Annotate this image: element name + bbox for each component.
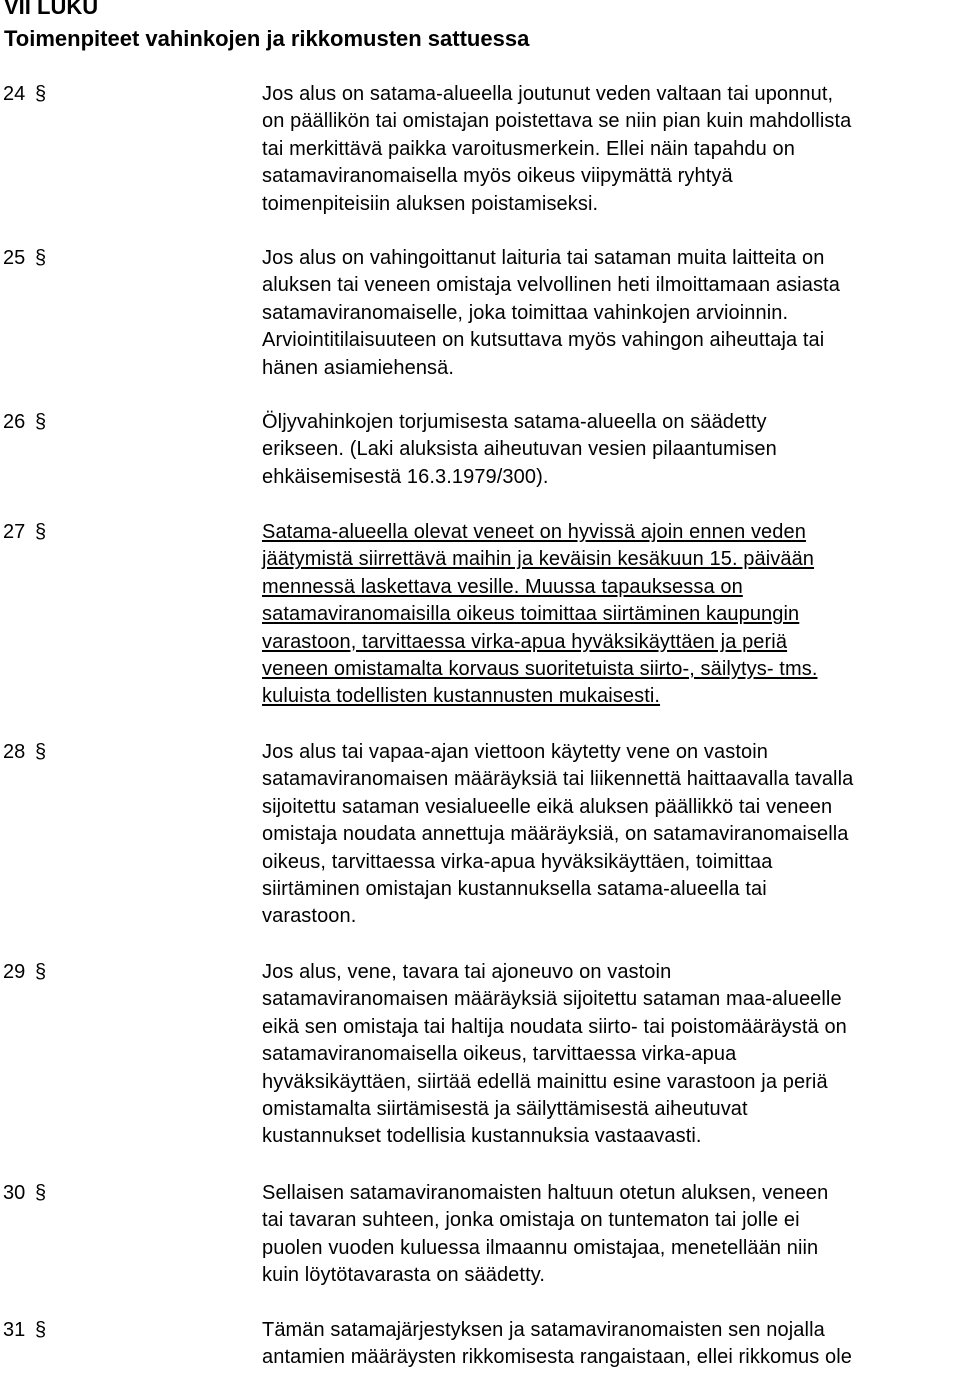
section-sign: § — [35, 411, 47, 433]
text-line: Jos alus, vene, tavara tai ajoneuvo on vastoin — [262, 961, 672, 983]
section-number: 24 — [3, 83, 26, 105]
text-line: toimenpiteisiin aluksen poistamiseksi. — [262, 192, 599, 215]
section-number: 31 — [3, 1319, 26, 1341]
text-line: satamaviranomaisen määräyksiä sijoitettu sataman maa-alueelle — [262, 988, 842, 1011]
text-line: antamien määräysten rikkomisesta rangaistaan, ellei rikkomus ole — [262, 1346, 852, 1369]
section-number: 30 — [3, 1182, 26, 1204]
section-sign: § — [35, 741, 47, 763]
section-text — [262, 245, 960, 382]
section-text — [262, 1317, 960, 1372]
section-sign: § — [35, 83, 47, 105]
text-line: kuin löytötavarasta on säädetty. — [262, 1264, 545, 1287]
text-line: Öljyvahinkojen torjumisesta satama-alueella on säädetty — [262, 411, 767, 433]
text-line: erikseen. (Laki aluksista aiheutuvan vesien pilaantumisen — [262, 438, 777, 461]
section-number: 28 — [3, 741, 26, 763]
chapter-heading: VII LUKU — [4, 0, 99, 19]
section-text — [262, 1180, 960, 1290]
text-line: satamaviranomaisella myös oikeus viipymättä ryhtyä — [262, 165, 733, 188]
text-line: omistamalta siirtämisestä ja säilyttämisestä aiheutuvat — [262, 1098, 748, 1121]
text-line: Sellaisen satamaviranomaisten haltuun otetun aluksen, veneen — [262, 1182, 829, 1204]
text-line: jäätymistä siirrettävä maihin ja keväisin kesäkuun 15. päivään — [262, 548, 815, 571]
text-line: eikä sen omistaja tai haltija noudata siirto- tai poistomääräystä on — [262, 1015, 847, 1038]
text-line: puolen vuoden kuluessa ilmaannu omistajaa, menetellään niin — [262, 1236, 819, 1259]
text-line: ehkäisemisestä 16.3.1979/300). — [262, 465, 549, 488]
section-sign: § — [35, 1182, 47, 1204]
section-number: 27 — [3, 521, 26, 543]
section-text — [262, 739, 960, 931]
section-number: 29 — [3, 961, 26, 983]
section-sign: § — [35, 1319, 47, 1341]
text-line: hänen asiamiehensä. — [262, 356, 455, 379]
text-line: sijoitettu sataman vesialueelle eikä aluksen päällikkö tai veneen — [262, 795, 833, 818]
text-line: Tämän satamajärjestyksen ja satamaviranomaisten sen nojalla — [262, 1319, 825, 1341]
text-line: satamaviranomaisen määräyksiä tai liikennettä haittaavalla tavalla — [262, 768, 854, 791]
text-line: varastoon, tarvittaessa virka-apua hyväksikäyttäen ja periä — [262, 630, 788, 653]
text-line: Jos alus on satama-alueella joutunut veden valtaan tai uponnut, — [262, 83, 834, 105]
text-line: tai merkittävä paikka varoitusmerkein. Ellei näin tapahdu on — [262, 137, 795, 160]
text-line: mennessä laskettava vesille. Muussa tapauksessa on — [262, 575, 743, 598]
section-text — [262, 81, 960, 218]
text-line: satamaviranomaiselle, joka toimittaa vahinkojen arvioinnin. — [262, 301, 789, 324]
section-number: 26 — [3, 411, 26, 433]
section-number: 25 — [3, 247, 26, 269]
section-text — [262, 409, 960, 491]
text-line: oikeus, tarvittaessa virka-apua hyväksikäyttäen, toimittaa — [262, 850, 773, 873]
text-line: Arviointitilaisuuteen on kutsuttava myös vahingon aiheuttaja tai — [262, 329, 825, 352]
text-line: aluksen tai veneen omistaja velvollinen heti ilmoittamaan asiasta — [262, 274, 840, 297]
chapter-subtitle: Toimenpiteet vahinkojen ja rikkomusten sattuessa — [4, 26, 530, 51]
section-text-underlined — [262, 519, 960, 711]
text-line: varastoon. — [262, 905, 357, 928]
text-line: tai tavaran suhteen, jonka omistaja on tuntematon tai jolle ei — [262, 1209, 800, 1232]
text-line: Satama-alueella olevat veneet on hyvissä ajoin ennen veden — [262, 521, 806, 543]
text-line: hyväksikäyttäen, siirtää edellä mainittu esine varastoon ja periä — [262, 1070, 828, 1093]
text-line: Jos alus tai vapaa-ajan viettoon käytetty vene on vastoin — [262, 741, 769, 763]
text-line: Jos alus on vahingoittanut laituria tai sataman muita laitteita on — [262, 247, 825, 269]
section-sign: § — [35, 961, 47, 983]
text-line: omistaja noudata annettuja määräyksiä, on satamaviranomaisella — [262, 823, 849, 846]
text-line: siirtäminen omistajan kustannuksella satama-alueella tai — [262, 878, 767, 901]
text-line: satamaviranomaisella oikeus, tarvittaessa virka-apua — [262, 1043, 737, 1066]
text-line: veneen omistamalta korvaus suoritetuista siirto-, säilytys- tms. — [262, 658, 818, 681]
section-sign: § — [35, 521, 47, 543]
text-line: satamaviranomaisilla oikeus toimittaa siirtäminen kaupungin — [262, 603, 800, 626]
section-sign: § — [35, 247, 47, 269]
section-text — [262, 959, 960, 1151]
text-line: on päällikön tai omistajan poistettava se niin pian kuin mahdollista — [262, 110, 852, 133]
text-line: kuluista todellisten kustannusten mukaisesti. — [262, 685, 661, 708]
text-line: kustannukset todellisia kustannuksia vastaavasti. — [262, 1125, 702, 1148]
